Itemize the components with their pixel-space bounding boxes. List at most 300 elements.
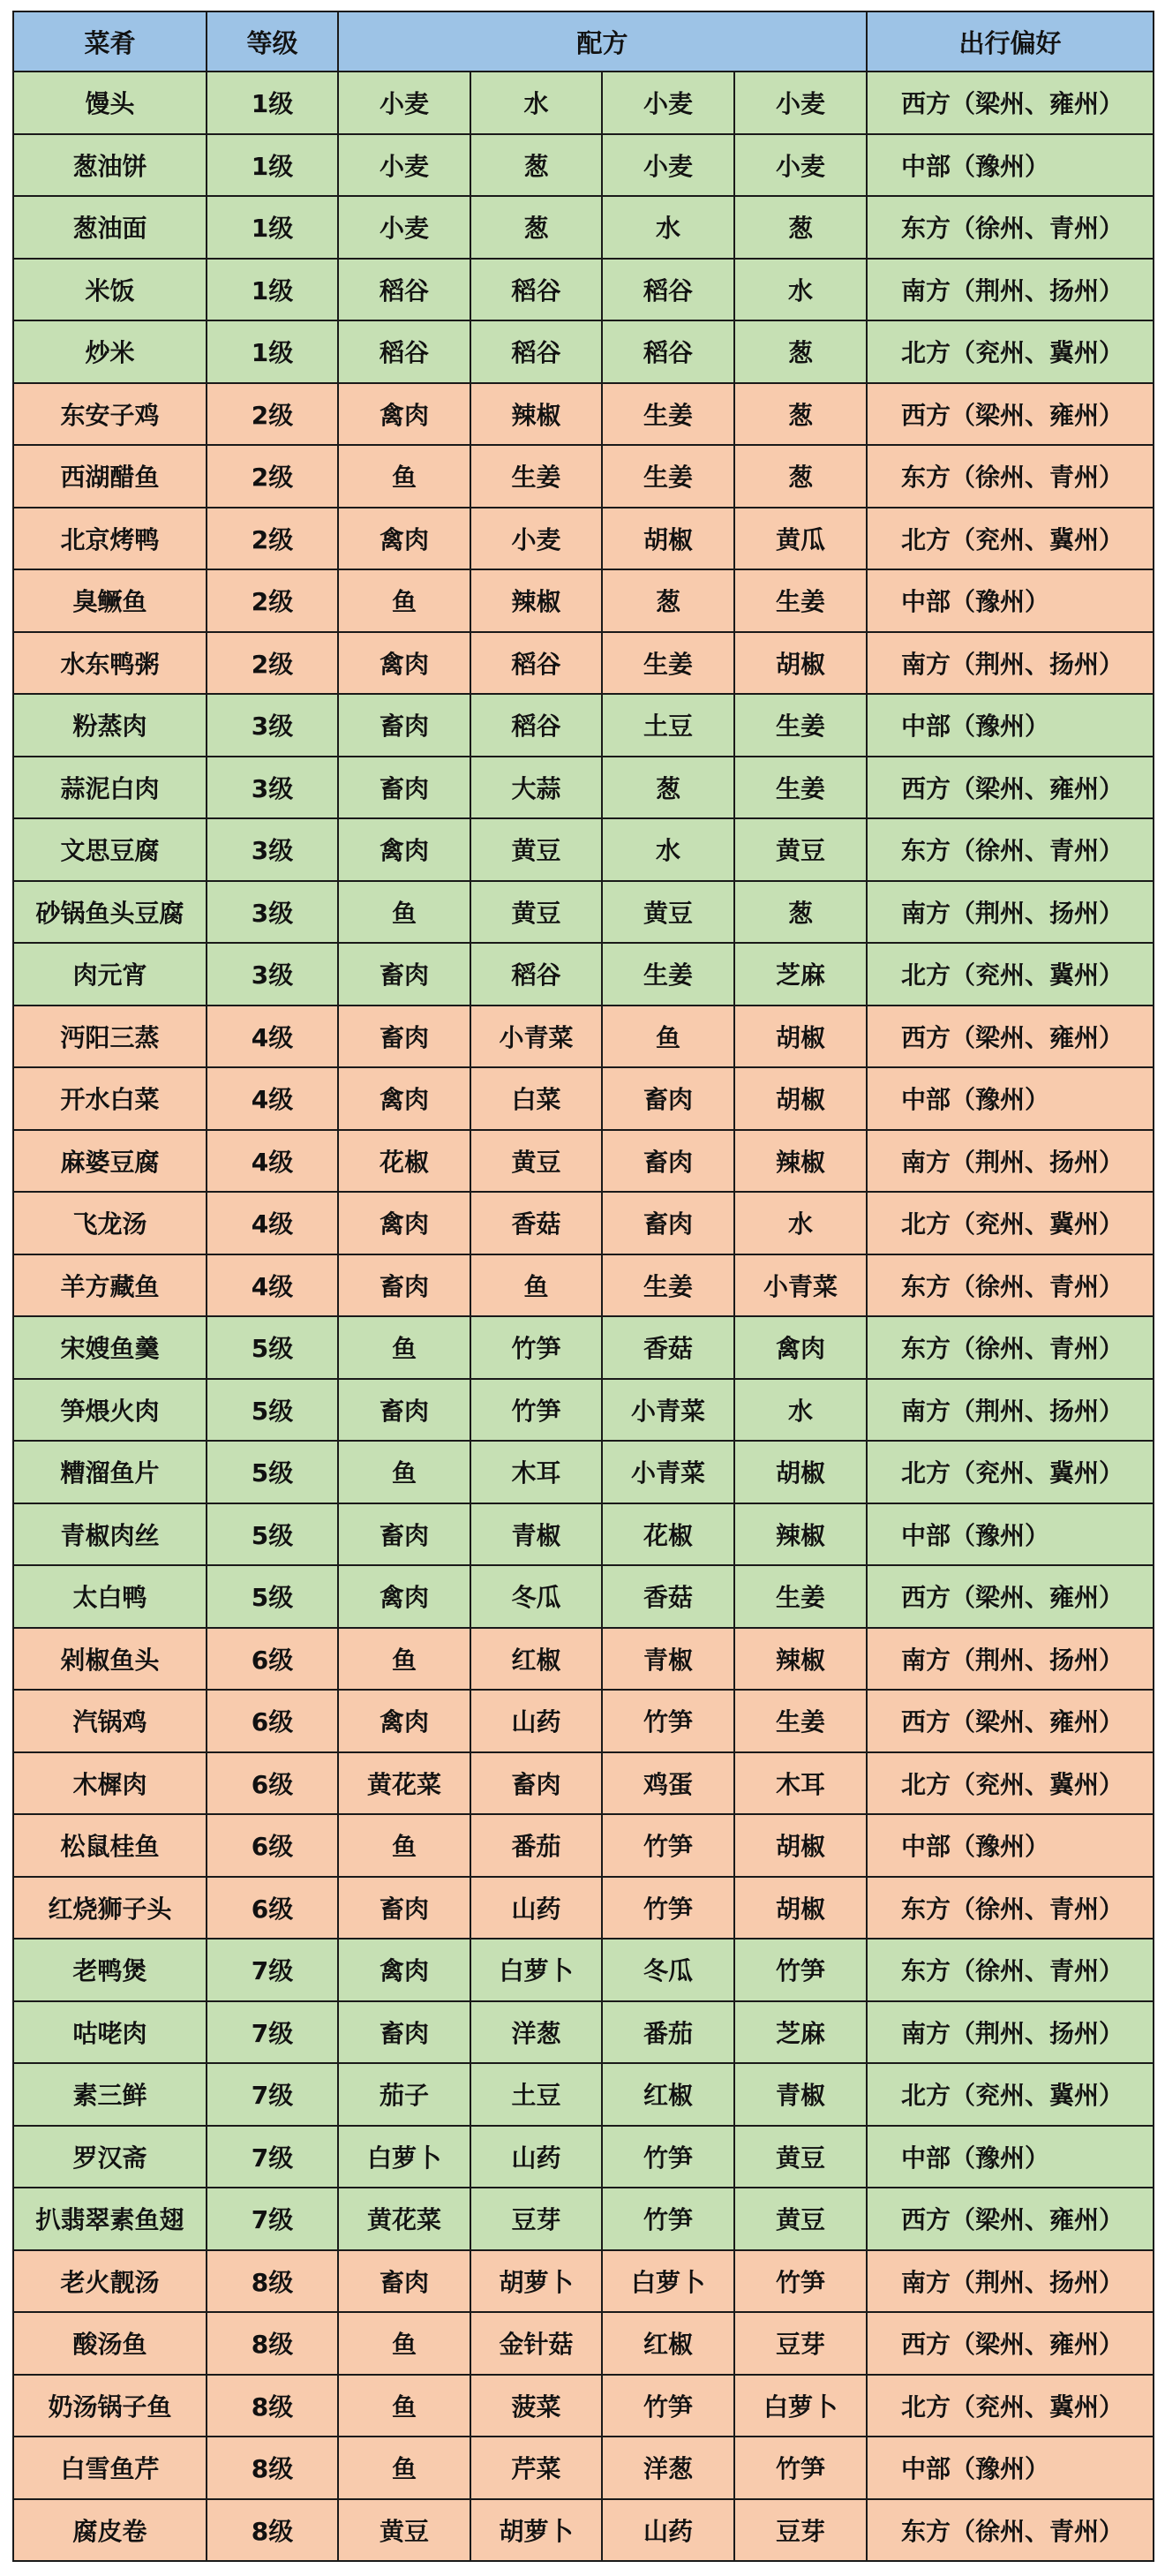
ingredient-cell: 水 <box>734 1192 867 1254</box>
ingredient-cell: 畜肉 <box>338 757 470 819</box>
dish-cell: 扒翡翠素鱼翅 <box>13 2188 207 2250</box>
ingredient-cell: 胡椒 <box>734 1441 867 1503</box>
ingredient-cell: 白萝卜 <box>470 1939 602 2001</box>
dish-cell: 白雪鱼芹 <box>13 2437 207 2499</box>
ingredient-cell: 土豆 <box>470 2063 602 2126</box>
ingredient-cell: 竹笋 <box>734 2250 867 2313</box>
table-row <box>13 383 1154 446</box>
recipe-table <box>12 11 1154 2562</box>
preference-cell: 中部（豫州） <box>867 694 1154 757</box>
table-row <box>13 1130 1154 1193</box>
ingredient-cell: 胡椒 <box>734 632 867 695</box>
level-cell: 5级 <box>207 1441 338 1503</box>
ingredient-cell: 青椒 <box>470 1503 602 1566</box>
level-cell: 5级 <box>207 1565 338 1628</box>
level-cell: 6级 <box>207 1752 338 1815</box>
ingredient-cell: 生姜 <box>602 632 734 695</box>
preference-cell: 南方（荆州、扬州） <box>867 1379 1154 1442</box>
table-row <box>13 881 1154 944</box>
preference-cell: 东方（徐州、青州） <box>867 445 1154 508</box>
ingredient-cell: 花椒 <box>602 1503 734 1566</box>
level-cell: 1级 <box>207 134 338 197</box>
ingredient-cell: 土豆 <box>602 694 734 757</box>
ingredient-cell: 番茄 <box>470 1814 602 1877</box>
preference-cell: 南方（荆州、扬州） <box>867 632 1154 695</box>
ingredient-cell: 禽肉 <box>338 1067 470 1130</box>
table-row <box>13 1565 1154 1628</box>
ingredient-cell: 茄子 <box>338 2063 470 2126</box>
dish-cell: 肉元宵 <box>13 943 207 1006</box>
preference-cell: 南方（荆州、扬州） <box>867 1130 1154 1193</box>
ingredient-cell: 畜肉 <box>338 1877 470 1940</box>
preference-cell: 东方（徐州、青州） <box>867 196 1154 259</box>
ingredient-cell: 小麦 <box>470 508 602 570</box>
dish-cell: 剁椒鱼头 <box>13 1628 207 1691</box>
level-cell: 3级 <box>207 757 338 819</box>
ingredient-cell: 禽肉 <box>338 818 470 881</box>
level-cell: 8级 <box>207 2375 338 2437</box>
ingredient-cell: 禽肉 <box>338 632 470 695</box>
preference-cell: 西方（梁州、雍州） <box>867 383 1154 446</box>
ingredient-cell: 竹笋 <box>602 1690 734 1752</box>
header-row <box>13 11 1154 72</box>
table-row <box>13 2437 1154 2499</box>
dish-cell: 西湖醋鱼 <box>13 445 207 508</box>
level-cell: 6级 <box>207 1628 338 1691</box>
table-row <box>13 1441 1154 1503</box>
preference-cell: 南方（荆州、扬州） <box>867 2001 1154 2064</box>
ingredient-cell: 香菇 <box>470 1192 602 1254</box>
ingredient-cell: 辣椒 <box>734 1503 867 1566</box>
dish-cell: 羊方藏鱼 <box>13 1254 207 1317</box>
header-level: 等级 <box>207 11 338 72</box>
ingredient-cell: 生姜 <box>602 383 734 446</box>
ingredient-cell: 竹笋 <box>470 1316 602 1379</box>
ingredient-cell: 胡椒 <box>734 1814 867 1877</box>
ingredient-cell: 生姜 <box>602 445 734 508</box>
ingredient-cell: 葱 <box>602 569 734 632</box>
ingredient-cell: 生姜 <box>734 757 867 819</box>
ingredient-cell: 小麦 <box>338 72 470 134</box>
ingredient-cell: 红椒 <box>470 1628 602 1691</box>
ingredient-cell: 水 <box>734 1379 867 1442</box>
preference-cell: 中部（豫州） <box>867 1814 1154 1877</box>
ingredient-cell: 畜肉 <box>470 1752 602 1815</box>
preference-cell: 东方（徐州、青州） <box>867 2499 1154 2562</box>
ingredient-cell: 水 <box>470 72 602 134</box>
table-row <box>13 2250 1154 2313</box>
ingredient-cell: 水 <box>602 196 734 259</box>
preference-cell: 南方（荆州、扬州） <box>867 881 1154 944</box>
ingredient-cell: 鱼 <box>338 2437 470 2499</box>
ingredient-cell: 洋葱 <box>602 2437 734 2499</box>
preference-cell: 北方（兖州、冀州） <box>867 2063 1154 2126</box>
ingredient-cell: 小麦 <box>338 134 470 197</box>
preference-cell: 北方（兖州、冀州） <box>867 508 1154 570</box>
ingredient-cell: 生姜 <box>602 1254 734 1317</box>
ingredient-cell: 竹笋 <box>470 1379 602 1442</box>
dish-cell: 北京烤鸭 <box>13 508 207 570</box>
ingredient-cell: 禽肉 <box>338 1939 470 2001</box>
ingredient-cell: 香菇 <box>602 1316 734 1379</box>
ingredient-cell: 禽肉 <box>734 1316 867 1379</box>
ingredient-cell: 葱 <box>734 881 867 944</box>
dish-cell: 粉蒸肉 <box>13 694 207 757</box>
dish-cell: 飞龙汤 <box>13 1192 207 1254</box>
table-header <box>13 11 1154 72</box>
ingredient-cell: 鱼 <box>338 881 470 944</box>
ingredient-cell: 鱼 <box>338 1628 470 1691</box>
ingredient-cell: 木耳 <box>734 1752 867 1815</box>
level-cell: 4级 <box>207 1254 338 1317</box>
preference-cell: 西方（梁州、雍州） <box>867 2312 1154 2375</box>
level-cell: 4级 <box>207 1067 338 1130</box>
level-cell: 1级 <box>207 320 338 383</box>
ingredient-cell: 生姜 <box>734 1690 867 1752</box>
ingredient-cell: 稻谷 <box>470 943 602 1006</box>
ingredient-cell: 葱 <box>470 196 602 259</box>
ingredient-cell: 竹笋 <box>602 2375 734 2437</box>
dish-cell: 咕咾肉 <box>13 2001 207 2064</box>
ingredient-cell: 稻谷 <box>470 259 602 321</box>
ingredient-cell: 鱼 <box>338 445 470 508</box>
ingredient-cell: 山药 <box>470 1690 602 1752</box>
dish-cell: 松鼠桂鱼 <box>13 1814 207 1877</box>
ingredient-cell: 山药 <box>470 2126 602 2188</box>
preference-cell: 中部（豫州） <box>867 1503 1154 1566</box>
ingredient-cell: 竹笋 <box>602 1814 734 1877</box>
table-row <box>13 632 1154 695</box>
ingredient-cell: 鱼 <box>338 1441 470 1503</box>
ingredient-cell: 葱 <box>602 757 734 819</box>
preference-cell: 中部（豫州） <box>867 1067 1154 1130</box>
table-row <box>13 2126 1154 2188</box>
ingredient-cell: 白萝卜 <box>338 2126 470 2188</box>
ingredient-cell: 山药 <box>602 2499 734 2562</box>
ingredient-cell: 禽肉 <box>338 383 470 446</box>
ingredient-cell: 畜肉 <box>338 943 470 1006</box>
ingredient-cell: 禽肉 <box>338 1565 470 1628</box>
ingredient-cell: 白萝卜 <box>734 2375 867 2437</box>
ingredient-cell: 竹笋 <box>602 2126 734 2188</box>
dish-cell: 宋嫂鱼羹 <box>13 1316 207 1379</box>
level-cell: 6级 <box>207 1877 338 1940</box>
ingredient-cell: 黄豆 <box>338 2499 470 2562</box>
ingredient-cell: 青椒 <box>602 1628 734 1691</box>
ingredient-cell: 木耳 <box>470 1441 602 1503</box>
preference-cell: 南方（荆州、扬州） <box>867 1628 1154 1691</box>
ingredient-cell: 豆芽 <box>734 2499 867 2562</box>
ingredient-cell: 生姜 <box>470 445 602 508</box>
table-row <box>13 1192 1154 1254</box>
ingredient-cell: 水 <box>602 818 734 881</box>
dish-cell: 糟溜鱼片 <box>13 1441 207 1503</box>
table-row <box>13 196 1154 259</box>
ingredient-cell: 稻谷 <box>602 320 734 383</box>
preference-cell: 东方（徐州、青州） <box>867 1877 1154 1940</box>
ingredient-cell: 黄豆 <box>470 818 602 881</box>
level-cell: 7级 <box>207 2188 338 2250</box>
dish-cell: 罗汉斋 <box>13 2126 207 2188</box>
ingredient-cell: 禽肉 <box>338 1192 470 1254</box>
level-cell: 7级 <box>207 2126 338 2188</box>
dish-cell: 文思豆腐 <box>13 818 207 881</box>
preference-cell: 西方（梁州、雍州） <box>867 1565 1154 1628</box>
level-cell: 2级 <box>207 632 338 695</box>
ingredient-cell: 黄豆 <box>470 881 602 944</box>
table-row <box>13 2312 1154 2375</box>
ingredient-cell: 芝麻 <box>734 2001 867 2064</box>
ingredient-cell: 葱 <box>734 383 867 446</box>
ingredient-cell: 小青菜 <box>470 1006 602 1068</box>
table-body <box>13 72 1154 2561</box>
ingredient-cell: 胡椒 <box>602 508 734 570</box>
ingredient-cell: 黄花菜 <box>338 2188 470 2250</box>
ingredient-cell: 畜肉 <box>338 1006 470 1068</box>
preference-cell: 北方（兖州、冀州） <box>867 1752 1154 1815</box>
ingredient-cell: 黄豆 <box>734 2188 867 2250</box>
table-row <box>13 1690 1154 1752</box>
preference-cell: 东方（徐州、青州） <box>867 818 1154 881</box>
ingredient-cell: 黄豆 <box>602 881 734 944</box>
dish-cell: 汽锅鸡 <box>13 1690 207 1752</box>
preference-cell: 中部（豫州） <box>867 2437 1154 2499</box>
ingredient-cell: 小麦 <box>338 196 470 259</box>
ingredient-cell: 小麦 <box>602 134 734 197</box>
ingredient-cell: 辣椒 <box>470 569 602 632</box>
dish-cell: 臭鳜鱼 <box>13 569 207 632</box>
preference-cell: 北方（兖州、冀州） <box>867 1441 1154 1503</box>
header-dish: 菜肴 <box>13 11 207 72</box>
ingredient-cell: 畜肉 <box>338 2250 470 2313</box>
preference-cell: 北方（兖州、冀州） <box>867 320 1154 383</box>
ingredient-cell: 生姜 <box>734 1565 867 1628</box>
table-row <box>13 1752 1154 1815</box>
dish-cell: 老鸭煲 <box>13 1939 207 2001</box>
dish-cell: 红烧狮子头 <box>13 1877 207 1940</box>
ingredient-cell: 稻谷 <box>470 632 602 695</box>
ingredient-cell: 稻谷 <box>338 320 470 383</box>
ingredient-cell: 小青菜 <box>734 1254 867 1317</box>
ingredient-cell: 小麦 <box>734 72 867 134</box>
ingredient-cell: 竹笋 <box>602 2188 734 2250</box>
preference-cell: 东方（徐州、青州） <box>867 1254 1154 1317</box>
dish-cell: 葱油饼 <box>13 134 207 197</box>
ingredient-cell: 生姜 <box>734 569 867 632</box>
ingredient-cell: 畜肉 <box>338 694 470 757</box>
level-cell: 6级 <box>207 1814 338 1877</box>
level-cell: 7级 <box>207 2063 338 2126</box>
ingredient-cell: 鱼 <box>338 569 470 632</box>
ingredient-cell: 小青菜 <box>602 1379 734 1442</box>
dish-cell: 东安子鸡 <box>13 383 207 446</box>
dish-cell: 砂锅鱼头豆腐 <box>13 881 207 944</box>
ingredient-cell: 竹笋 <box>734 2437 867 2499</box>
header-preference: 出行偏好 <box>867 11 1154 72</box>
level-cell: 3级 <box>207 818 338 881</box>
table-row <box>13 1006 1154 1068</box>
ingredient-cell: 禽肉 <box>338 508 470 570</box>
ingredient-cell: 菠菜 <box>470 2375 602 2437</box>
level-cell: 7级 <box>207 1939 338 2001</box>
ingredient-cell: 黄花菜 <box>338 1752 470 1815</box>
table-row <box>13 2375 1154 2437</box>
dish-cell: 水东鸭粥 <box>13 632 207 695</box>
table-row <box>13 694 1154 757</box>
ingredient-cell: 黄豆 <box>734 818 867 881</box>
preference-cell: 北方（兖州、冀州） <box>867 1192 1154 1254</box>
ingredient-cell: 芹菜 <box>470 2437 602 2499</box>
preference-cell: 东方（徐州、青州） <box>867 1316 1154 1379</box>
ingredient-cell: 鱼 <box>338 1814 470 1877</box>
ingredient-cell: 鱼 <box>338 2375 470 2437</box>
ingredient-cell: 红椒 <box>602 2063 734 2126</box>
ingredient-cell: 香菇 <box>602 1565 734 1628</box>
ingredient-cell: 山药 <box>470 1877 602 1940</box>
ingredient-cell: 豆芽 <box>734 2312 867 2375</box>
preference-cell: 北方（兖州、冀州） <box>867 943 1154 1006</box>
ingredient-cell: 稻谷 <box>602 259 734 321</box>
table-row <box>13 1939 1154 2001</box>
ingredient-cell: 畜肉 <box>338 1379 470 1442</box>
dish-cell: 葱油面 <box>13 196 207 259</box>
ingredient-cell: 稻谷 <box>470 320 602 383</box>
ingredient-cell: 鱼 <box>338 2312 470 2375</box>
dish-cell: 馒头 <box>13 72 207 134</box>
table-row <box>13 1316 1154 1379</box>
ingredient-cell: 小麦 <box>734 134 867 197</box>
table-row <box>13 2001 1154 2064</box>
ingredient-cell: 大蒜 <box>470 757 602 819</box>
table-row <box>13 818 1154 881</box>
ingredient-cell: 鸡蛋 <box>602 1752 734 1815</box>
ingredient-cell: 畜肉 <box>602 1067 734 1130</box>
table-row <box>13 2063 1154 2126</box>
ingredient-cell: 红椒 <box>602 2312 734 2375</box>
ingredient-cell: 豆芽 <box>470 2188 602 2250</box>
ingredient-cell: 鱼 <box>470 1254 602 1317</box>
table-row <box>13 508 1154 570</box>
table-row <box>13 72 1154 134</box>
table-row <box>13 1877 1154 1940</box>
ingredient-cell: 胡椒 <box>734 1877 867 1940</box>
dish-cell: 米饭 <box>13 259 207 321</box>
ingredient-cell: 葱 <box>734 320 867 383</box>
preference-cell: 中部（豫州） <box>867 569 1154 632</box>
level-cell: 2级 <box>207 383 338 446</box>
dish-cell: 麻婆豆腐 <box>13 1130 207 1193</box>
ingredient-cell: 辣椒 <box>470 383 602 446</box>
level-cell: 5级 <box>207 1316 338 1379</box>
table-row <box>13 320 1154 383</box>
ingredient-cell: 黄豆 <box>470 1130 602 1193</box>
dish-cell: 笋煨火肉 <box>13 1379 207 1442</box>
ingredient-cell: 葱 <box>734 196 867 259</box>
ingredient-cell: 青椒 <box>734 2063 867 2126</box>
ingredient-cell: 辣椒 <box>734 1628 867 1691</box>
table-row <box>13 1814 1154 1877</box>
level-cell: 1级 <box>207 196 338 259</box>
preference-cell: 北方（兖州、冀州） <box>867 2375 1154 2437</box>
ingredient-cell: 鱼 <box>602 1006 734 1068</box>
preference-cell: 南方（荆州、扬州） <box>867 2250 1154 2313</box>
table-row <box>13 1379 1154 1442</box>
preference-cell: 东方（徐州、青州） <box>867 1939 1154 2001</box>
dish-cell: 太白鸭 <box>13 1565 207 1628</box>
preference-cell: 南方（荆州、扬州） <box>867 259 1154 321</box>
dish-cell: 酸汤鱼 <box>13 2312 207 2375</box>
level-cell: 4级 <box>207 1006 338 1068</box>
preference-cell: 西方（梁州、雍州） <box>867 2188 1154 2250</box>
level-cell: 4级 <box>207 1192 338 1254</box>
level-cell: 8级 <box>207 2312 338 2375</box>
table-row <box>13 569 1154 632</box>
ingredient-cell: 葱 <box>470 134 602 197</box>
dish-cell: 沔阳三蒸 <box>13 1006 207 1068</box>
table-row <box>13 2188 1154 2250</box>
table-row <box>13 1503 1154 1566</box>
preference-cell: 西方（梁州、雍州） <box>867 72 1154 134</box>
table-row <box>13 1628 1154 1691</box>
ingredient-cell: 金针菇 <box>470 2312 602 2375</box>
ingredient-cell: 胡萝卜 <box>470 2250 602 2313</box>
table-row <box>13 2499 1154 2562</box>
ingredient-cell: 芝麻 <box>734 943 867 1006</box>
level-cell: 4级 <box>207 1130 338 1193</box>
preference-cell: 中部（豫州） <box>867 2126 1154 2188</box>
level-cell: 8级 <box>207 2250 338 2313</box>
ingredient-cell: 花椒 <box>338 1130 470 1193</box>
level-cell: 3级 <box>207 694 338 757</box>
ingredient-cell: 畜肉 <box>338 2001 470 2064</box>
level-cell: 5级 <box>207 1503 338 1566</box>
table-row <box>13 445 1154 508</box>
dish-cell: 蒜泥白肉 <box>13 757 207 819</box>
preference-cell: 西方（梁州、雍州） <box>867 1690 1154 1752</box>
level-cell: 1级 <box>207 259 338 321</box>
level-cell: 2级 <box>207 569 338 632</box>
dish-cell: 奶汤锅子鱼 <box>13 2375 207 2437</box>
level-cell: 3级 <box>207 943 338 1006</box>
dish-cell: 素三鲜 <box>13 2063 207 2126</box>
ingredient-cell: 黄瓜 <box>734 508 867 570</box>
ingredient-cell: 洋葱 <box>470 2001 602 2064</box>
level-cell: 5级 <box>207 1379 338 1442</box>
ingredient-cell: 冬瓜 <box>602 1939 734 2001</box>
table-row <box>13 259 1154 321</box>
ingredient-cell: 白菜 <box>470 1067 602 1130</box>
ingredient-cell: 畜肉 <box>602 1130 734 1193</box>
ingredient-cell: 胡椒 <box>734 1067 867 1130</box>
dish-cell: 青椒肉丝 <box>13 1503 207 1566</box>
ingredient-cell: 胡萝卜 <box>470 2499 602 2562</box>
level-cell: 8级 <box>207 2437 338 2499</box>
ingredient-cell: 畜肉 <box>602 1192 734 1254</box>
ingredient-cell: 白萝卜 <box>602 2250 734 2313</box>
level-cell: 3级 <box>207 881 338 944</box>
level-cell: 7级 <box>207 2001 338 2064</box>
ingredient-cell: 辣椒 <box>734 1130 867 1193</box>
ingredient-cell: 稻谷 <box>338 259 470 321</box>
ingredient-cell: 畜肉 <box>338 1503 470 1566</box>
dish-cell: 老火靓汤 <box>13 2250 207 2313</box>
level-cell: 2级 <box>207 445 338 508</box>
dish-cell: 炒米 <box>13 320 207 383</box>
ingredient-cell: 小麦 <box>602 72 734 134</box>
ingredient-cell: 冬瓜 <box>470 1565 602 1628</box>
level-cell: 8级 <box>207 2499 338 2562</box>
table-row <box>13 943 1154 1006</box>
